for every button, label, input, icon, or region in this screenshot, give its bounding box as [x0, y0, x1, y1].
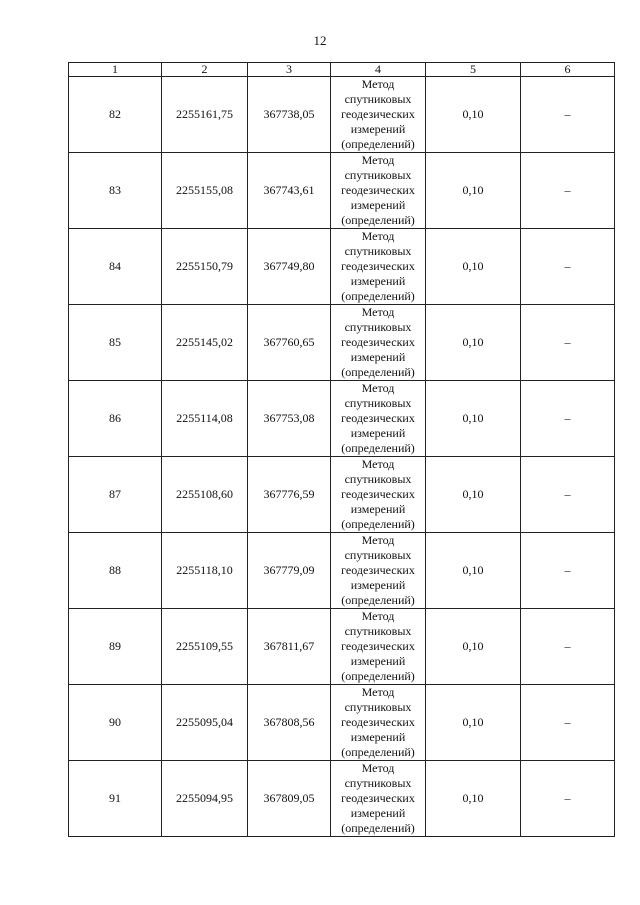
- method-text-line: Метод: [361, 457, 395, 471]
- note-cell: –: [521, 457, 615, 533]
- method-text-line: измерений: [350, 274, 406, 288]
- accuracy-cell: 0,10: [426, 305, 521, 381]
- y-coordinate-cell: 367753,08: [248, 381, 331, 457]
- page-number: 12: [313, 33, 327, 48]
- method-cell: [331, 229, 426, 305]
- method-text-line: спутниковых: [344, 168, 412, 182]
- table-row: [69, 153, 615, 229]
- table-row: [69, 305, 615, 381]
- method-text-line: (определений): [341, 137, 415, 151]
- table-row: [69, 533, 615, 609]
- point-number-cell: 89: [69, 609, 162, 685]
- method-cell: [331, 153, 426, 229]
- y-coordinate-cell: 367808,56: [248, 685, 331, 761]
- note-cell: –: [521, 761, 615, 837]
- note-cell: –: [521, 533, 615, 609]
- point-number-cell: 90: [69, 685, 162, 761]
- method-text-line: Метод: [361, 685, 395, 699]
- y-coordinate-cell: 367760,65: [248, 305, 331, 381]
- y-coordinate-cell: 367749,80: [248, 229, 331, 305]
- method-text-line: измерений: [350, 730, 406, 744]
- method-text-line: (определений): [341, 365, 415, 379]
- method-text-line: Метод: [361, 153, 395, 167]
- method-text-line: Метод: [361, 761, 395, 775]
- y-coordinate-cell: 367811,67: [248, 609, 331, 685]
- method-cell: [331, 77, 426, 153]
- method-text-line: геодезических: [341, 639, 415, 653]
- method-text-line: измерений: [350, 654, 406, 668]
- table-body: [69, 77, 615, 837]
- method-text-line: Метод: [361, 533, 395, 547]
- method-text-line: спутниковых: [344, 700, 412, 714]
- method-text-line: спутниковых: [344, 92, 412, 106]
- note-cell: –: [521, 381, 615, 457]
- method-text-line: измерений: [350, 122, 406, 136]
- x-coordinate-cell: 2255094,95: [162, 761, 248, 837]
- column-header: 3: [248, 63, 331, 77]
- x-coordinate-cell: 2255095,04: [162, 685, 248, 761]
- note-cell: –: [521, 229, 615, 305]
- method-text-line: (определений): [341, 669, 415, 683]
- method-text-line: (определений): [341, 441, 415, 455]
- method-text-line: геодезических: [341, 183, 415, 197]
- method-cell: [331, 761, 426, 837]
- method-text-line: измерений: [350, 502, 406, 516]
- table-row: [69, 457, 615, 533]
- column-header: 2: [162, 63, 248, 77]
- method-text-line: (определений): [341, 745, 415, 759]
- table-row: [69, 381, 615, 457]
- method-cell: [331, 533, 426, 609]
- column-header: 4: [331, 63, 426, 77]
- y-coordinate-cell: 367738,05: [248, 77, 331, 153]
- method-text-line: Метод: [361, 609, 395, 623]
- accuracy-cell: 0,10: [426, 685, 521, 761]
- note-cell: –: [521, 609, 615, 685]
- coordinates-table: [68, 62, 615, 837]
- x-coordinate-cell: 2255108,60: [162, 457, 248, 533]
- method-text-line: спутниковых: [344, 548, 412, 562]
- method-text-line: спутниковых: [344, 624, 412, 638]
- table-header-row: [69, 63, 615, 77]
- method-text-line: геодезических: [341, 259, 415, 273]
- method-cell: [331, 685, 426, 761]
- method-cell: [331, 305, 426, 381]
- method-text-line: измерений: [350, 578, 406, 592]
- x-coordinate-cell: 2255161,75: [162, 77, 248, 153]
- point-number-cell: 83: [69, 153, 162, 229]
- method-text-line: измерений: [350, 198, 406, 212]
- method-text-line: (определений): [341, 593, 415, 607]
- accuracy-cell: 0,10: [426, 77, 521, 153]
- method-text-line: спутниковых: [344, 244, 412, 258]
- accuracy-cell: 0,10: [426, 381, 521, 457]
- method-text-line: спутниковых: [344, 320, 412, 334]
- y-coordinate-cell: 367776,59: [248, 457, 331, 533]
- point-number-cell: 88: [69, 533, 162, 609]
- point-number-cell: 84: [69, 229, 162, 305]
- x-coordinate-cell: 2255155,08: [162, 153, 248, 229]
- table-row: [69, 761, 615, 837]
- method-cell: [331, 457, 426, 533]
- method-text-line: геодезических: [341, 335, 415, 349]
- method-text-line: измерений: [350, 806, 406, 820]
- method-cell: [331, 381, 426, 457]
- note-cell: –: [521, 77, 615, 153]
- method-text-line: (определений): [341, 289, 415, 303]
- x-coordinate-cell: 2255114,08: [162, 381, 248, 457]
- point-number-cell: 85: [69, 305, 162, 381]
- method-cell: [331, 609, 426, 685]
- accuracy-cell: 0,10: [426, 533, 521, 609]
- table-row: [69, 685, 615, 761]
- method-text-line: измерений: [350, 426, 406, 440]
- column-header: 1: [69, 63, 162, 77]
- note-cell: –: [521, 305, 615, 381]
- method-text-line: геодезических: [341, 715, 415, 729]
- method-text-line: Метод: [361, 77, 395, 91]
- point-number-cell: 91: [69, 761, 162, 837]
- y-coordinate-cell: 367743,61: [248, 153, 331, 229]
- method-text-line: Метод: [361, 381, 395, 395]
- method-text-line: (определений): [341, 213, 415, 227]
- y-coordinate-cell: 367779,09: [248, 533, 331, 609]
- method-text-line: геодезических: [341, 563, 415, 577]
- point-number-cell: 82: [69, 77, 162, 153]
- column-header: 5: [426, 63, 521, 77]
- x-coordinate-cell: 2255145,02: [162, 305, 248, 381]
- table-row: [69, 77, 615, 153]
- x-coordinate-cell: 2255109,55: [162, 609, 248, 685]
- method-text-line: спутниковых: [344, 472, 412, 486]
- x-coordinate-cell: 2255118,10: [162, 533, 248, 609]
- method-text-line: Метод: [361, 305, 395, 319]
- method-text-line: спутниковых: [344, 776, 412, 790]
- table-row: [69, 609, 615, 685]
- method-text-line: геодезических: [341, 411, 415, 425]
- y-coordinate-cell: 367809,05: [248, 761, 331, 837]
- column-header: 6: [521, 63, 615, 77]
- method-text-line: измерений: [350, 350, 406, 364]
- table-row: [69, 229, 615, 305]
- method-text-line: Метод: [361, 229, 395, 243]
- method-text-line: геодезических: [341, 487, 415, 501]
- accuracy-cell: 0,10: [426, 609, 521, 685]
- method-text-line: геодезических: [341, 107, 415, 121]
- method-text-line: спутниковых: [344, 396, 412, 410]
- note-cell: –: [521, 685, 615, 761]
- accuracy-cell: 0,10: [426, 761, 521, 837]
- method-text-line: геодезических: [341, 791, 415, 805]
- note-cell: –: [521, 153, 615, 229]
- method-text-line: (определений): [341, 821, 415, 835]
- accuracy-cell: 0,10: [426, 457, 521, 533]
- x-coordinate-cell: 2255150,79: [162, 229, 248, 305]
- accuracy-cell: 0,10: [426, 153, 521, 229]
- point-number-cell: 86: [69, 381, 162, 457]
- accuracy-cell: 0,10: [426, 229, 521, 305]
- method-text-line: (определений): [341, 517, 415, 531]
- point-number-cell: 87: [69, 457, 162, 533]
